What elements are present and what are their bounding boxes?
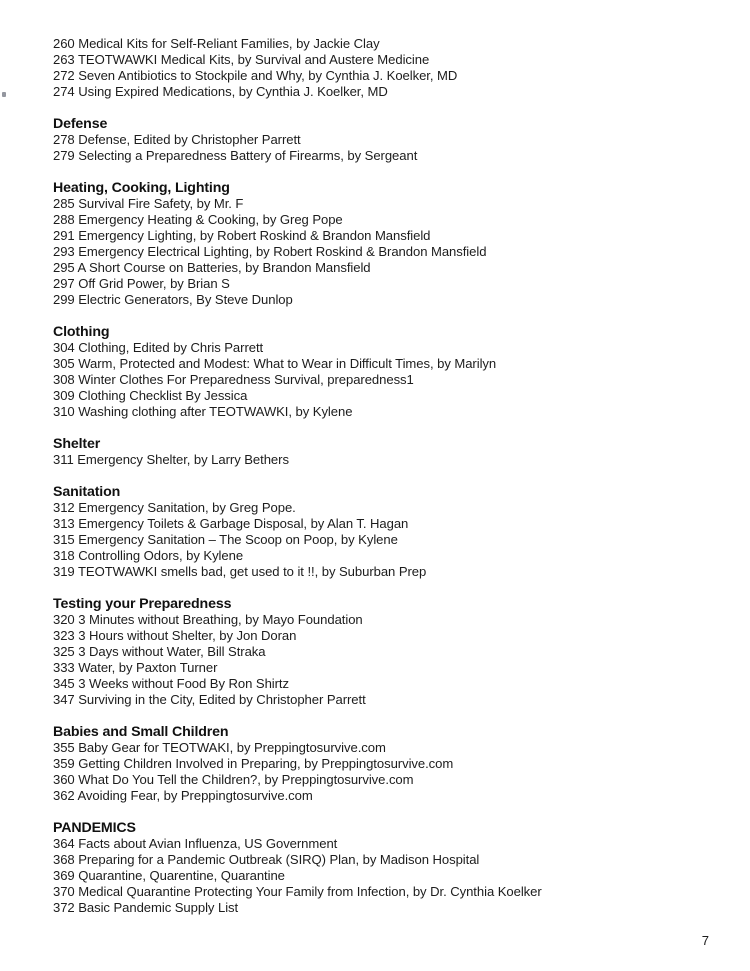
toc-entry[interactable]: 345 3 Weeks without Food By Ron Shirtz [53,676,289,691]
toc-section [53,180,693,309]
toc-entry-list [53,196,693,308]
toc-section-heading: Heating, Cooking, Lighting [53,179,230,196]
toc-section [53,820,693,917]
toc-entry[interactable]: 310 Washing clothing after TEOTWAWKI, by Kylene [53,404,353,419]
table-of-contents [53,36,693,916]
toc-entry[interactable]: 319 TEOTWAWKI smells bad, get used to it !!, by Suburban Prep [53,564,427,579]
toc-entry[interactable]: 308 Winter Clothes For Preparedness Survival, preparedness1 [53,372,414,387]
toc-section [53,484,693,581]
toc-section-heading: PANDEMICS [53,819,136,836]
toc-entry-list [53,452,693,468]
toc-entry[interactable]: 372 Basic Pandemic Supply List [53,900,239,915]
toc-entry[interactable]: 309 Clothing Checklist By Jessica [53,388,248,403]
toc-entry[interactable]: 320 3 Minutes without Breathing, by Mayo Foundation [53,612,363,627]
toc-entry[interactable]: 260 Medical Kits for Self-Reliant Families, by Jackie Clay [53,36,380,51]
toc-entry-list [53,500,693,580]
toc-entry[interactable]: 313 Emergency Toilets & Garbage Disposal, by Alan T. Hagan [53,516,409,531]
toc-entry[interactable]: 312 Emergency Sanitation, by Greg Pope. [53,500,296,515]
toc-entry-list [53,340,693,420]
toc-section-heading: Testing your Preparedness [53,595,232,612]
toc-entry[interactable]: 359 Getting Children Involved in Preparing, by Preppingtosurvive.com [53,756,454,771]
toc-entry[interactable]: 274 Using Expired Medications, by Cynthia J. Koelker, MD [53,84,388,99]
page-number: 7 [701,933,709,948]
toc-section-heading: Clothing [53,323,110,340]
toc-entry-list [53,612,693,708]
toc-entry[interactable]: 362 Avoiding Fear, by Preppingtosurvive.com [53,788,313,803]
toc-entry[interactable]: 272 Seven Antibiotics to Stockpile and Why, by Cynthia J. Koelker, MD [53,68,458,83]
scan-artifact-speck [2,92,6,97]
toc-entry[interactable]: 323 3 Hours without Shelter, by Jon Doran [53,628,297,643]
toc-entry[interactable]: 285 Survival Fire Safety, by Mr. F [53,196,244,211]
toc-entry[interactable]: 364 Facts about Avian Influenza, US Government [53,836,338,851]
toc-entry[interactable]: 311 Emergency Shelter, by Larry Bethers [53,452,289,467]
toc-entry-list [53,836,693,916]
toc-section-heading: Sanitation [53,483,121,500]
toc-entry[interactable]: 368 Preparing for a Pandemic Outbreak (SIRQ) Plan, by Madison Hospital [53,852,480,867]
toc-entry[interactable]: 370 Medical Quarantine Protecting Your Family from Infection, by Dr. Cynthia Koelker [53,884,542,899]
toc-entry[interactable]: 304 Clothing, Edited by Chris Parrett [53,340,264,355]
toc-entry[interactable]: 360 What Do You Tell the Children?, by Preppingtosurvive.com [53,772,414,787]
toc-entry[interactable]: 288 Emergency Heating & Cooking, by Greg Pope [53,212,343,227]
toc-entry[interactable]: 315 Emergency Sanitation – The Scoop on Poop, by Kylene [53,532,398,547]
toc-section-heading: Babies and Small Children [53,723,229,740]
toc-entry[interactable]: 293 Emergency Electrical Lighting, by Robert Roskind & Brandon Mansfield [53,244,487,259]
toc-section [53,724,693,805]
toc-entry[interactable]: 369 Quarantine, Quarentine, Quarantine [53,868,285,883]
toc-entry-list [53,740,693,804]
toc-entry[interactable]: 347 Surviving in the City, Edited by Christopher Parrett [53,692,366,707]
toc-entry[interactable]: 279 Selecting a Preparedness Battery of Firearms, by Sergeant [53,148,418,163]
toc-entry[interactable]: 325 3 Days without Water, Bill Straka [53,644,266,659]
toc-section [53,36,693,100]
toc-entry[interactable]: 297 Off Grid Power, by Brian S [53,276,230,291]
toc-section-heading: Shelter [53,435,101,452]
toc-entry[interactable]: 333 Water, by Paxton Turner [53,660,218,675]
toc-entry[interactable]: 299 Electric Generators, By Steve Dunlop [53,292,293,307]
toc-entry[interactable]: 305 Warm, Protected and Modest: What to Wear in Difficult Times, by Marilyn [53,356,497,371]
toc-entry[interactable]: 295 A Short Course on Batteries, by Brandon Mansfield [53,260,371,275]
toc-entry-list [53,36,693,100]
toc-entry[interactable]: 278 Defense, Edited by Christopher Parrett [53,132,301,147]
toc-entry-list [53,132,693,164]
toc-section [53,596,693,709]
toc-section [53,436,693,469]
toc-entry[interactable]: 355 Baby Gear for TEOTWAKI, by Preppingtosurvive.com [53,740,386,755]
toc-section [53,324,693,421]
toc-section [53,116,693,165]
toc-entry[interactable]: 263 TEOTWAWKI Medical Kits, by Survival and Austere Medicine [53,52,430,67]
toc-section-heading: Defense [53,115,108,132]
toc-entry[interactable]: 318 Controlling Odors, by Kylene [53,548,244,563]
toc-entry[interactable]: 291 Emergency Lighting, by Robert Roskind & Brandon Mansfield [53,228,431,243]
